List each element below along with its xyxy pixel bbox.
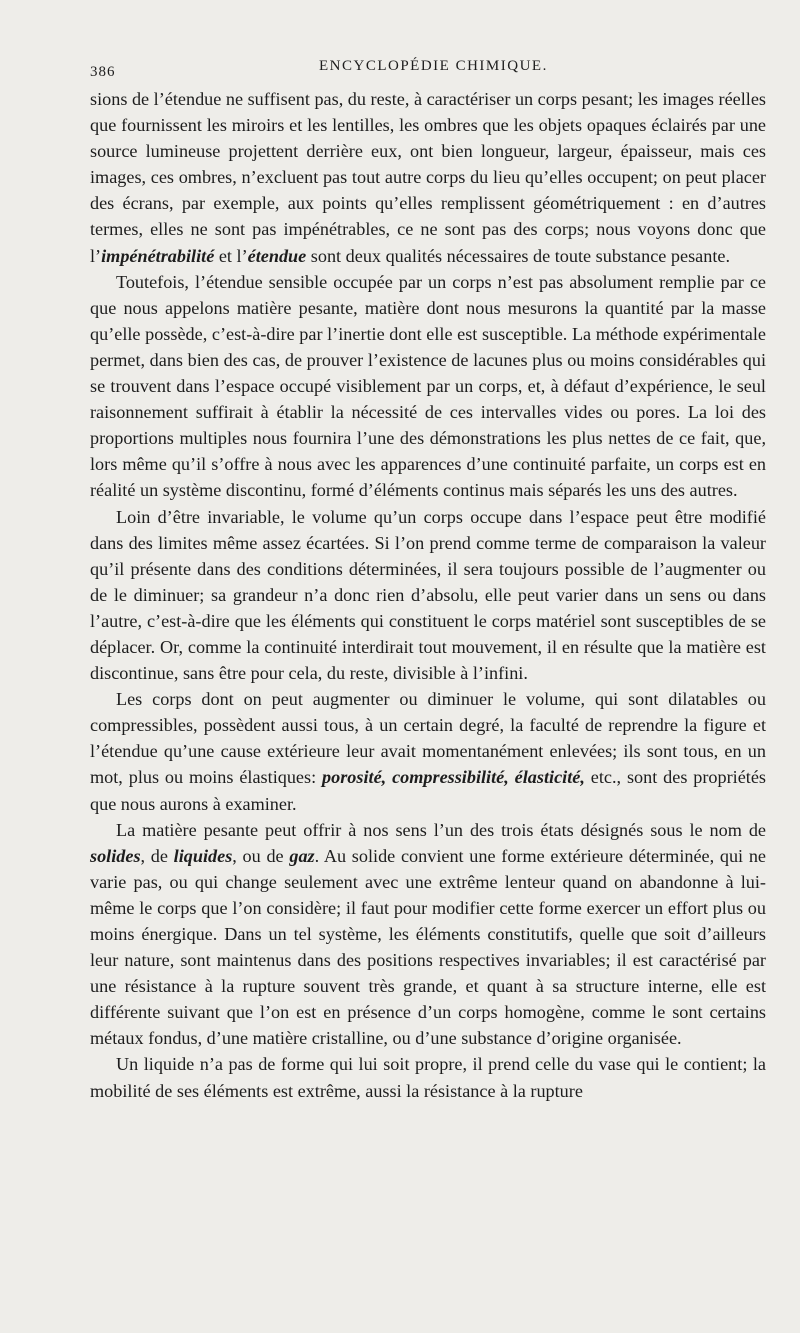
body-text xyxy=(90,86,766,1104)
text-run: , de xyxy=(140,845,174,866)
italic-term: solides xyxy=(90,845,141,866)
paragraph xyxy=(90,504,766,687)
text-run: et l’ xyxy=(214,245,248,266)
italic-term: gaz xyxy=(289,845,315,866)
text-run: Loin d’être invariable, le volume qu’un corps occupe dans l’espace peut être modifié dans des limites même assez écartées. Si l’on prend comme terme de comparaison la valeur qu’il présente dans des conditions déterminées, il sera toujours possible de l’augmenter ou de le diminuer; sa grandeur n’a donc rien d’absolu, elle peut varier dans un sens ou dans l’autre, c’est-à-dire que les éléments qui constituent le corps matériel sont susceptibles de se déplacer. Or, comme la continuité interdirait tout mouvement, il en résulte que la matière est discontinue, sans être pour cela, du reste, divisible à l’infini. xyxy=(90,506,766,684)
paragraph xyxy=(90,86,766,269)
italic-term: impénétrabilité xyxy=(101,245,215,266)
italic-term: porosité, compressibilité, élasticité, xyxy=(322,767,585,788)
text-run: Un liquide n’a pas de forme qui lui soit propre, il prend celle du vase qui le contient; la mobilité de ses éléments est extrême, aussi la résistance à la rupture xyxy=(90,1054,766,1101)
paragraph xyxy=(90,686,766,816)
text-run: . Au solide convient une forme extérieure déterminée, qui ne varie pas, ou qui change seulement avec une extrême lenteur quand on abandonne à lui-même le corps que l’on considère; il faut pour modifier cette forme exercer un effort plus ou moins énergique. Dans un tel système, les éléments constitutifs, quelle que soit d’ailleurs leur nature, sont maintenus dans des positions respectives invariables; il est caractérisé par une résistance à la rupture souvent très grande, et quant à sa structure interne, elle est différente suivant que l’on est en présence d’un corps homogène, comme le sont certains métaux fondus, d’une matière cristalline, ou d’une substance d’origine organisée. xyxy=(90,845,766,1049)
text-run: La matière pesante peut offrir à nos sens l’un des trois états désignés sous le nom de xyxy=(116,819,766,840)
text-run: Toutefois, l’étendue sensible occupée par un corps n’est pas absolument remplie par ce que nous appelons matière pesante, matière dont nous mesurons la quantité par la masse qu’elle possède, c’est-à-dire par l’inertie dont elle est susceptible. La méthode expérimentale permet, dans bien des cas, de prouver l’existence de lacunes plus ou moins considérables qui se trouvent dans l’espace occupé visiblement par un corps, et, à défaut d’expérience, le seul raisonnement suffirait à établir la nécessité de ces intervalles vides ou pores. La loi des proportions multiples nous fournira l’une des démonstrations les plus nettes de ce fait, que, lors même qu’il s’offre à nous avec les apparences d’une continuité parfaite, un corps est en réalité un système discontinu, formé d’éléments continus mais séparés les uns des autres. xyxy=(90,271,766,501)
paragraph xyxy=(90,269,766,504)
text-run: sions de l’étendue ne suffisent pas, du reste, à caractériser un corps pesant; les images réelles que fournissent les miroirs et les lentilles, les ombres que les objets opaques éclairés par une source lumineuse projettent derrière eux, ont bien longueur, largeur, épaisseur, mais ces images, ces ombres, n’excluent pas tout autre corps du lieu qu’elles occupent; on peut placer des écrans, par exemple, aux points qu’elles remplissent géométriquement : en d’autres termes, elles ne sont pas impénétrables, ce ne sont pas des corps; nous voyons donc que l’ xyxy=(90,89,766,266)
running-title: ENCYCLOPÉDIE CHIMIQUE. xyxy=(319,58,548,74)
paragraph xyxy=(90,817,766,1052)
text-run: , ou de xyxy=(232,845,290,866)
italic-term: liquides xyxy=(173,845,233,866)
text-run: sont deux qualités nécessaires de toute substance pesante. xyxy=(306,245,730,266)
text-run: etc., sont des propriétés que nous aurons à examiner. xyxy=(90,767,767,814)
italic-term: étendue xyxy=(247,245,307,266)
text-run: Les corps dont on peut augmenter ou diminuer le volume, qui sont dilatables ou compressibles, possèdent aussi tous, à un certain degré, la faculté de reprendre la figure et l’étendue qu’une cause extérieure leur avait momentanément enlevées; ils sont tous, en un mot, plus ou moins élastiques: xyxy=(90,689,766,788)
paragraph xyxy=(90,1051,766,1103)
page-header xyxy=(90,58,760,80)
page-number: 386 xyxy=(90,64,116,80)
